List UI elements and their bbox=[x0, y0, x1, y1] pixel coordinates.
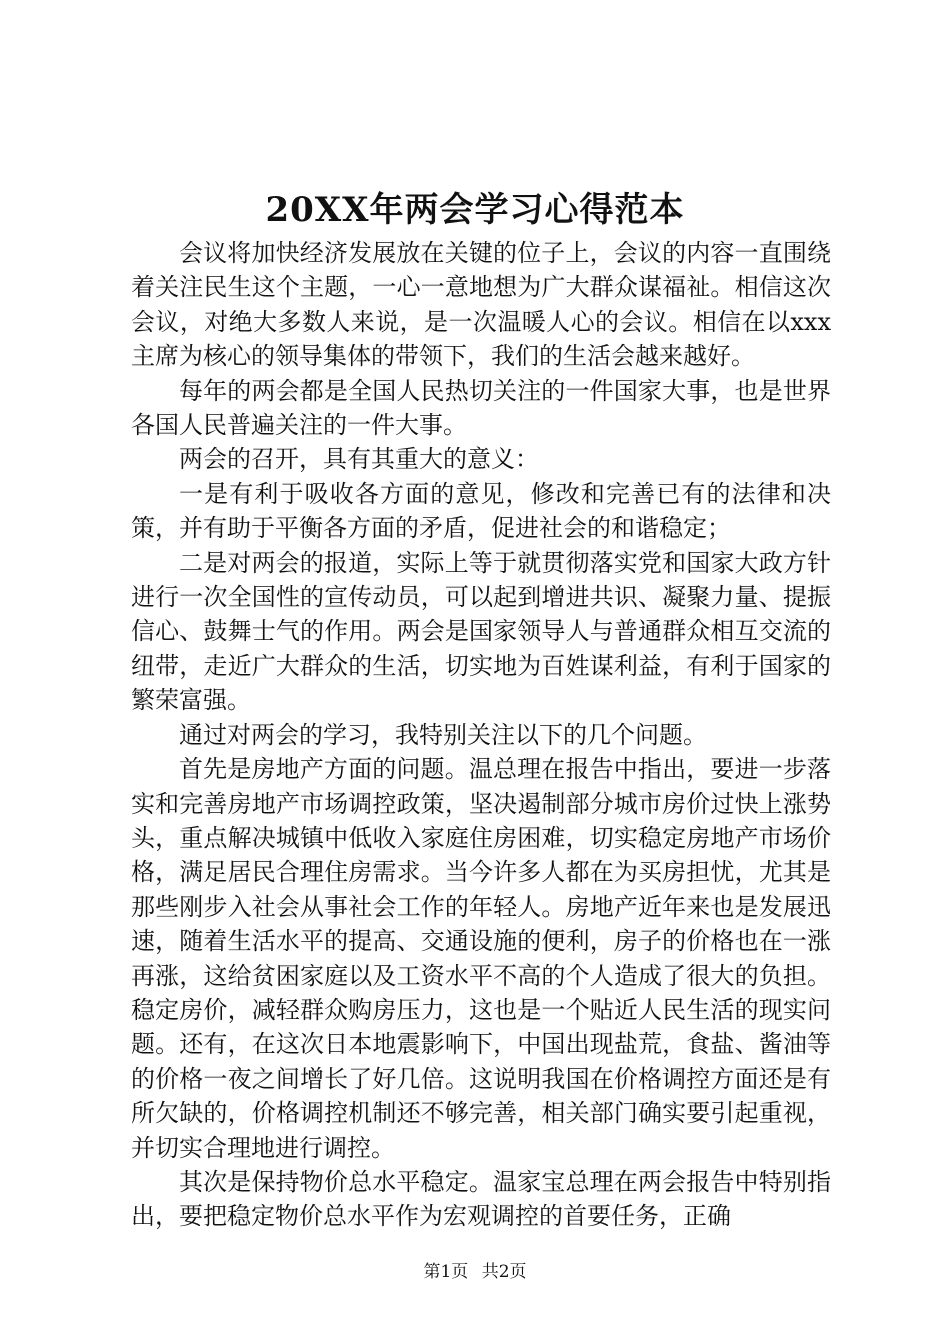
paragraph: 会议将加快经济发展放在关键的位子上，会议的内容一直围绕着关注民生这个主题，一心一意地想为广大群众谋福祉。相信这次会议，对绝大多数人来说，是一次温暖人心的会议。相信在以xxx主席为核心的领导集体的带领下，我们的生活会越来越好。 bbox=[131, 239, 831, 371]
paragraph: 两会的召开，具有其重大的意义： bbox=[179, 445, 539, 474]
paragraph: 通过对两会的学习，我特别关注以下的几个问题。 bbox=[179, 720, 707, 749]
document-body bbox=[131, 236, 831, 1234]
document-title: 20XX年两会学习心得范本 bbox=[265, 190, 685, 230]
page-footer bbox=[0, 1260, 950, 1284]
paragraph: 首先是房地产方面的问题。温总理在报告中指出，要进一步落实和完善房地产市场调控政策，坚决遏制部分城市房价过快上涨势头，重点解决城镇中低收入家庭住房困难，切实稳定房地产市场价格，满足居民合理住房需求。当今许多人都在为买房担忧，尤其是那些刚步入社会从事社会工作的年轻人。房地产近年来也是发展迅速，随着生活水平的提高、交通设施的便利，房子的价格也在一涨再涨，这给贫困家庭以及工资水平不高的个人造成了很大的负担。稳定房价，减轻群众购房压力，这也是一个贴近人民生活的现实问题。还有，在这次日本地震影响下，中国出现盐荒，食盐、酱油等的价格一夜之间增长了好几倍。这说明我国在价格调控方面还是有所欠缺的，价格调控机制还不够完善，相关部门确实要引起重视，并切实合理地进行调控。 bbox=[131, 755, 831, 1162]
paragraph: 每年的两会都是全国人民热切关注的一件国家大事，也是世界各国人民普遍关注的一件大事。 bbox=[131, 376, 831, 440]
page-total: 共2页 bbox=[481, 1262, 527, 1282]
paragraph: 一是有利于吸收各方面的意见，修改和完善已有的法律和决策，并有助于平衡各方面的矛盾，促进社会的和谐稳定； bbox=[131, 479, 831, 543]
paragraph: 其次是保持物价总水平稳定。温家宝总理在两会报告中特别指出，要把稳定物价总水平作为宏观调控的首要任务，正确 bbox=[131, 1167, 831, 1231]
paragraph: 二是对两会的报道，实际上等于就贯彻落实党和国家大政方针进行一次全国性的宣传动员，可以起到增进共识、凝聚力量、提振信心、鼓舞士气的作用。两会是国家领导人与普通群众相互交流的纽带，走近广大群众的生活，切实地为百姓谋利益，有利于国家的繁荣富强。 bbox=[131, 548, 831, 715]
page-number: 第1页 bbox=[423, 1262, 469, 1282]
